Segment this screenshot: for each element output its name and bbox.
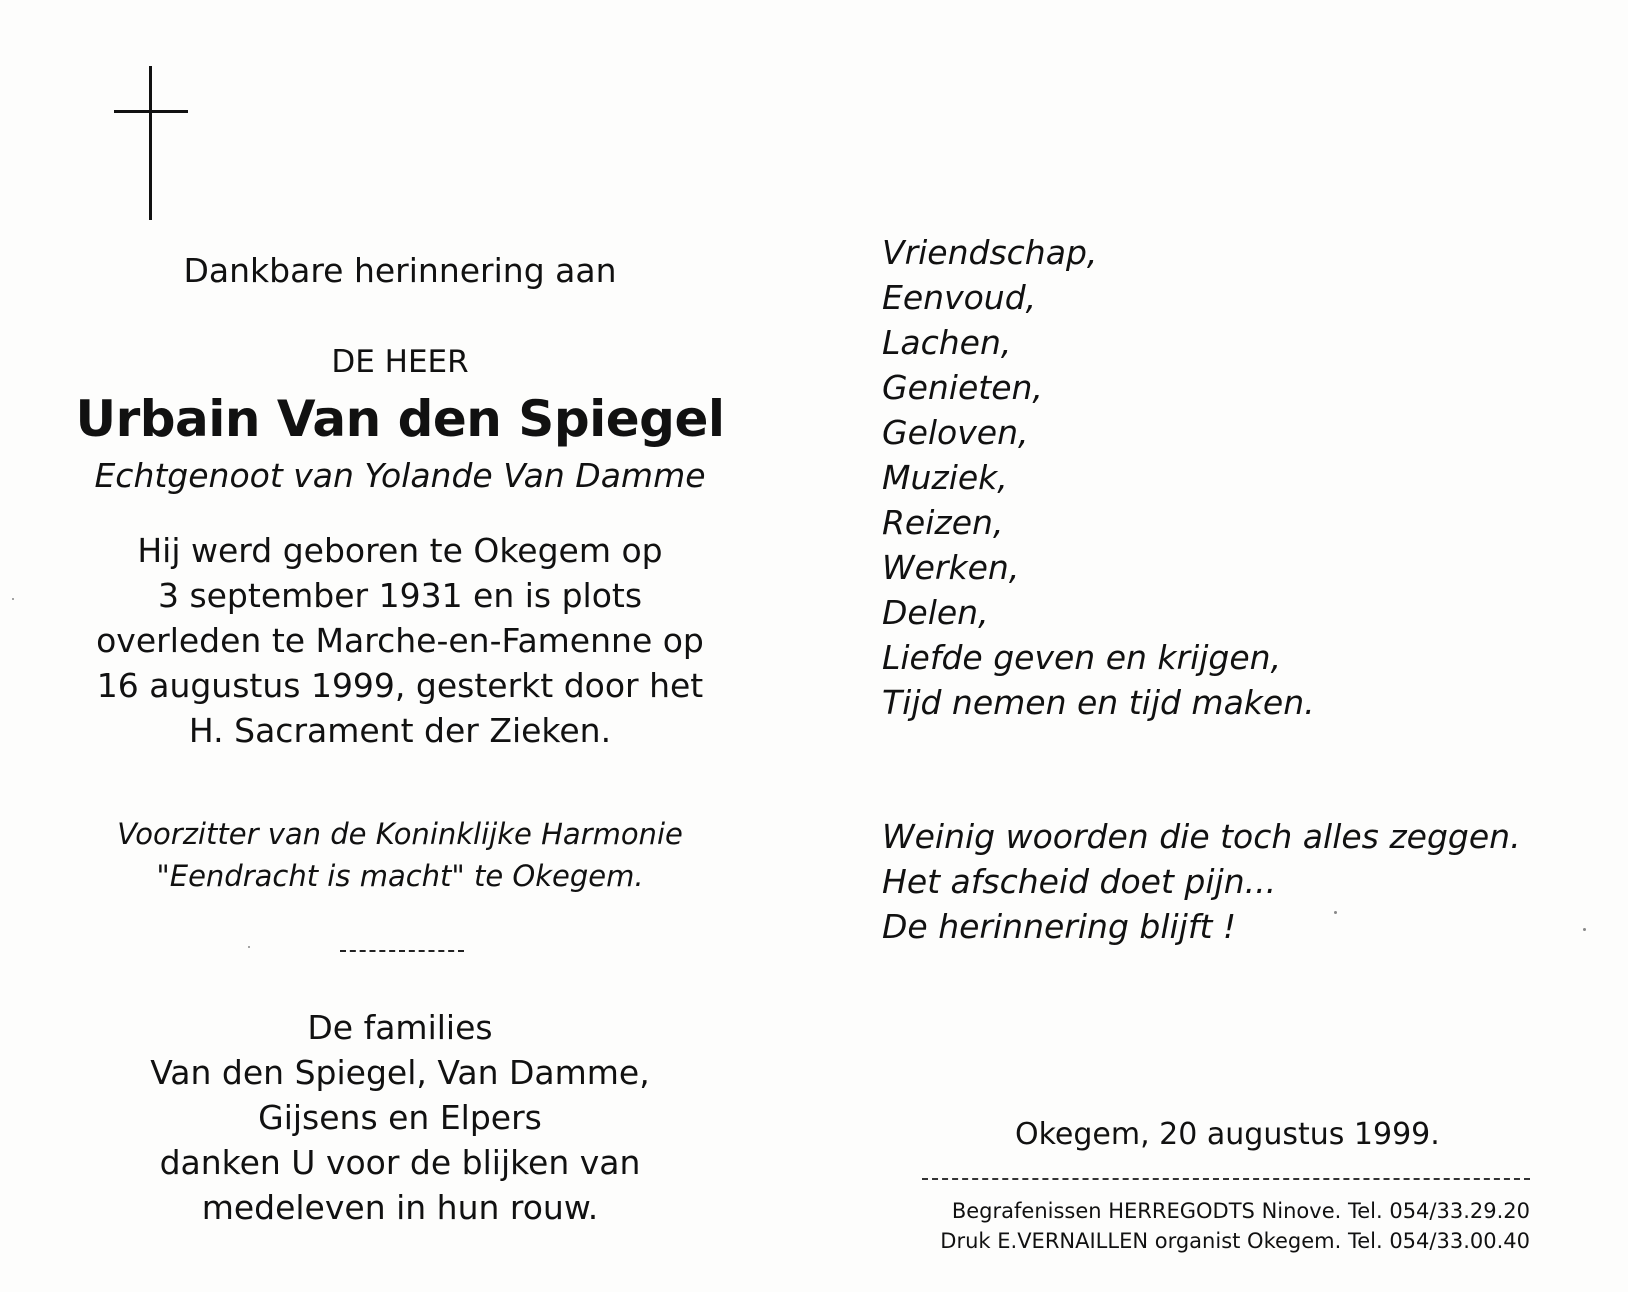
- title-text: DE HEER: [331, 344, 469, 380]
- scan-speck: [1334, 911, 1337, 914]
- role-line: "Eendracht is macht" te Okegem.: [156, 859, 644, 893]
- role-block: [60, 813, 740, 897]
- scan-speck: [1583, 928, 1586, 931]
- bio-line: 16 augustus 1999, gesterkt door het: [96, 666, 704, 705]
- footer-line: Begrafenissen HERREGODTS Ninove. Tel. 054/33.29.20: [951, 1199, 1530, 1223]
- poem-line: Genieten,: [882, 368, 1043, 407]
- deceased-name: Urbain Van den Spiegel: [75, 390, 725, 448]
- bio-block: [60, 528, 740, 753]
- spouse-text: Echtgenoot van Yolande Van Damme: [94, 456, 706, 495]
- poem-line: Liefde geven en krijgen,: [882, 638, 1282, 677]
- poem-line: Lachen,: [882, 323, 1012, 362]
- poem-line: Eenvoud,: [882, 278, 1037, 317]
- role-line: Voorzitter van de Koninklijke Harmonie: [117, 817, 683, 851]
- scan-speck: [12, 598, 14, 600]
- bio-line: Hij werd geboren te Okegem op: [137, 531, 663, 570]
- printer-footer: [922, 1196, 1530, 1256]
- poem-line: Vriendschap,: [882, 233, 1098, 272]
- bio-line: overleden te Marche-en-Famenne op: [96, 621, 704, 660]
- cross-icon: [114, 66, 188, 220]
- bio-line: 3 september 1931 en is plots: [157, 576, 643, 615]
- families-line: medeleven in hun rouw.: [201, 1188, 599, 1227]
- families-line: danken U voor de blijken van: [159, 1143, 641, 1182]
- poem-line: Muziek,: [882, 458, 1008, 497]
- footer-separator: [922, 1178, 1530, 1180]
- poem-block: [882, 230, 1602, 725]
- place-date: Okegem, 20 augustus 1999.: [1015, 1117, 1440, 1152]
- families-block: [60, 1005, 740, 1230]
- closing-block: [882, 814, 1602, 949]
- closing-line: Het afscheid doet pijn...: [882, 862, 1277, 901]
- poem-line: Delen,: [882, 593, 989, 632]
- footer-line: Druk E.VERNAILLEN organist Okegem. Tel. 054/33.00.40: [940, 1229, 1530, 1253]
- families-line: Van den Spiegel, Van Damme,: [150, 1053, 650, 1092]
- intro-text: Dankbare herinnering aan: [183, 251, 617, 290]
- poem-line: Reizen,: [882, 503, 1004, 542]
- poem-line: Werken,: [882, 548, 1020, 587]
- poem-line: Geloven,: [882, 413, 1029, 452]
- poem-line: Tijd nemen en tijd maken.: [882, 683, 1315, 722]
- closing-line: De herinnering blijft !: [882, 907, 1237, 946]
- families-line: Gijsens en Elpers: [258, 1098, 542, 1137]
- separator: [340, 950, 464, 952]
- scan-speck: [248, 946, 250, 948]
- bio-line: H. Sacrament der Zieken.: [188, 711, 612, 750]
- families-line: De families: [307, 1008, 493, 1047]
- closing-line: Weinig woorden die toch alles zeggen.: [882, 817, 1521, 856]
